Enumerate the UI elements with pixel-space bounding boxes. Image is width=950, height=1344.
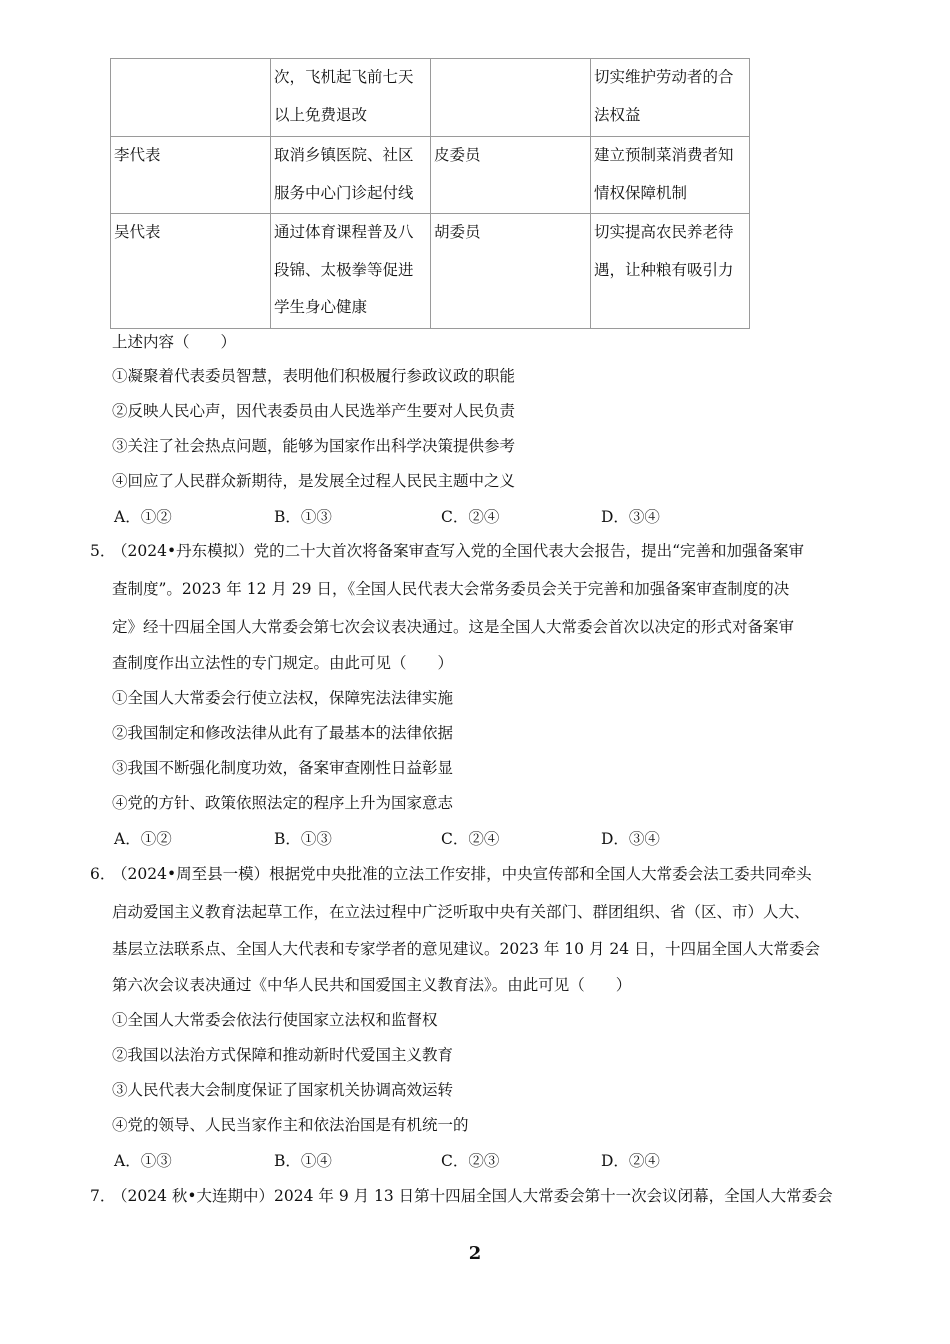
statement-item: ④党的领导、人民当家作主和依法治国是有机统一的 xyxy=(112,1116,469,1134)
statement-item: ②我国以法治方式保障和推动新时代爱国主义教育 xyxy=(112,1046,454,1064)
answer-option-d[interactable]: D．③④ xyxy=(601,830,660,848)
answer-option-c[interactable]: C．②④ xyxy=(441,508,500,526)
question-text-line: 查制度作出立法性的专门规定。由此可见（ ） xyxy=(112,654,454,672)
statement-item: ①全国人大常委会依法行使国家立法权和监督权 xyxy=(112,1011,438,1029)
table-cell: 胡委员 xyxy=(431,214,591,329)
statement-item: ③人民代表大会制度保证了国家机关协调高效运转 xyxy=(112,1081,454,1099)
answer-option-b[interactable]: B．①③ xyxy=(274,830,332,848)
question-text-line: （2024 秋•大连期中）2024 年 9 月 13 日第十四届全国人大常委会第十一次会议闭幕，全国人大常委会 xyxy=(112,1187,833,1205)
question-text-line: 基层立法联系点、全国人大代表和专家学者的意见建议。2023 年 10 月 24 日，十四届全国人大常委会 xyxy=(112,940,821,958)
question-number: 7． xyxy=(90,1187,116,1205)
answer-option-b[interactable]: B．①③ xyxy=(274,508,332,526)
statement-item: ①凝聚着代表委员智慧，表明他们积极履行参政议政的职能 xyxy=(112,367,516,385)
answer-option-a[interactable]: A．①② xyxy=(114,830,172,848)
question-number: 6． xyxy=(90,865,116,883)
question-text-line: 定》经十四届全国人大常委会第七次会议表决通过。这是全国人大常委会首次以决定的形式对备案审 xyxy=(112,618,795,636)
table-row xyxy=(111,214,750,329)
table-cell: 李代表 xyxy=(111,137,271,214)
statement-item: ②反映人民心声，因代表委员由人民选举产生要对人民负责 xyxy=(112,402,516,420)
statement-item: ④回应了人民群众新期待，是发展全过程人民民主题中之义 xyxy=(112,472,516,490)
table-cell: 切实提高农民养老待遇，让种粮有吸引力 xyxy=(591,214,750,329)
proposal-table xyxy=(110,58,750,329)
statement-item: ③关注了社会热点问题，能够为国家作出科学决策提供参考 xyxy=(112,437,516,455)
answer-option-c[interactable]: C．②④ xyxy=(441,830,500,848)
table-cell: 次，飞机起飞前七天以上免费退改 xyxy=(271,59,431,137)
statement-item: ③我国不断强化制度功效，备案审查刚性日益彰显 xyxy=(112,759,454,777)
question-text-line: 查制度”。2023 年 12 月 29 日，《全国人民代表大会常务委员会关于完善和加强备案审查制度的决 xyxy=(112,580,790,598)
question-text-line: （2024•周至县一模）根据党中央批准的立法工作安排，中央宣传部和全国人大常委会法工委共同牵头 xyxy=(112,865,812,883)
statement-item: ①全国人大常委会行使立法权，保障宪法法律实施 xyxy=(112,689,454,707)
answer-option-b[interactable]: B．①④ xyxy=(274,1152,332,1170)
table-cell xyxy=(111,59,271,137)
statement-item: ②我国制定和修改法律从此有了最基本的法律依据 xyxy=(112,724,454,742)
question-stem: 上述内容（ ） xyxy=(112,333,237,351)
answer-option-c[interactable]: C．②③ xyxy=(441,1152,500,1170)
statement-item: ④党的方针、政策依照法定的程序上升为国家意志 xyxy=(112,794,454,812)
page-number: 2 xyxy=(468,1243,482,1264)
answer-option-d[interactable]: D．③④ xyxy=(601,508,660,526)
question-text-line: 第六次会议表决通过《中华人民共和国爱国主义教育法》。由此可见（ ） xyxy=(112,976,632,994)
question-text-line: （2024•丹东模拟）党的二十大首次将备案审查写入党的全国代表大会报告，提出“完善和加强备案审 xyxy=(112,542,805,560)
table-cell: 建立预制菜消费者知情权保障机制 xyxy=(591,137,750,214)
table-cell: 取消乡镇医院、社区服务中心门诊起付线 xyxy=(271,137,431,214)
answer-option-d[interactable]: D．②④ xyxy=(601,1152,660,1170)
table-cell xyxy=(431,59,591,137)
table-cell: 切实维护劳动者的合法权益 xyxy=(591,59,750,137)
table-row xyxy=(111,59,750,137)
table-row xyxy=(111,137,750,214)
answer-option-a[interactable]: A．①③ xyxy=(114,1152,172,1170)
table-cell: 吴代表 xyxy=(111,214,271,329)
question-number: 5． xyxy=(90,542,116,560)
table-cell: 通过体育课程普及八段锦、太极拳等促进学生身心健康 xyxy=(271,214,431,329)
answer-option-a[interactable]: A．①② xyxy=(114,508,172,526)
table-cell: 皮委员 xyxy=(431,137,591,214)
question-text-line: 启动爱国主义教育法起草工作，在立法过程中广泛听取中央有关部门、群团组织、省（区、市）人大、 xyxy=(112,903,810,921)
